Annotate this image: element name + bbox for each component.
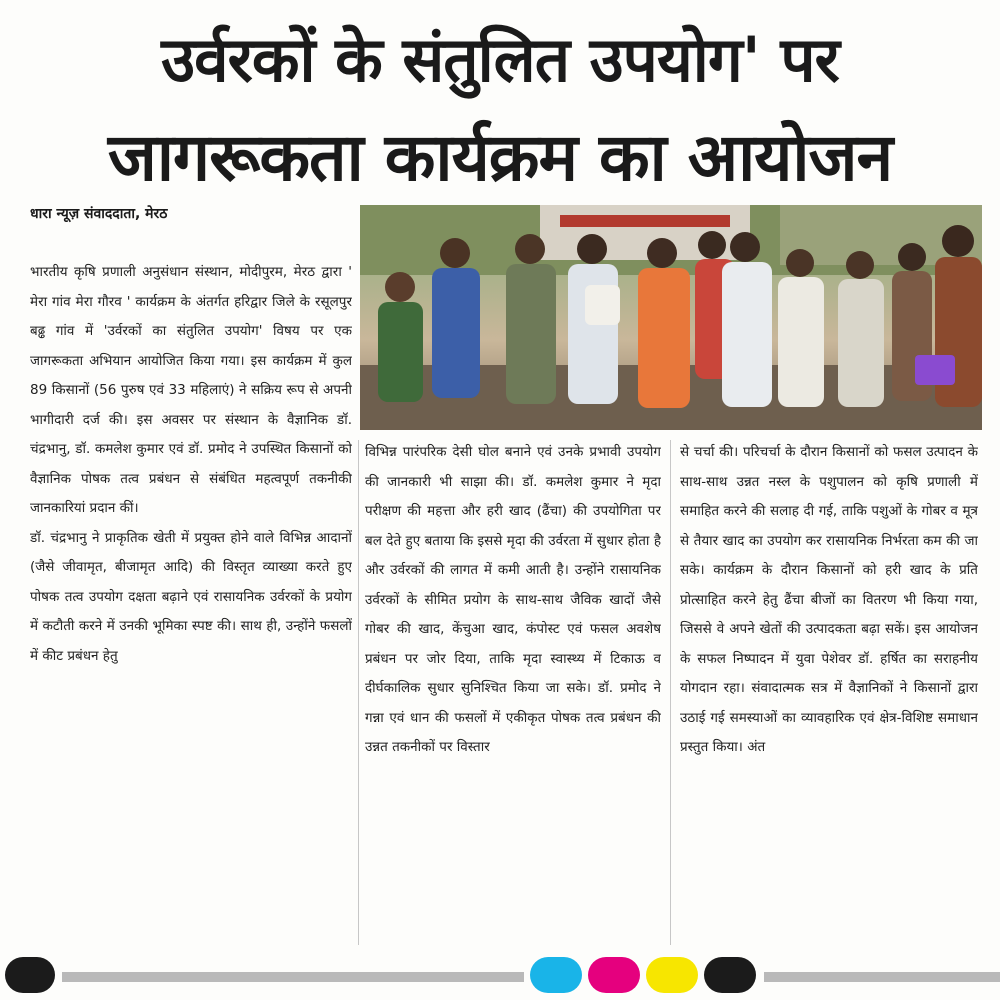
- article-paragraph: डॉ. चंद्रभानु ने प्राकृतिक खेती में प्रयुक्त होने वाले विभिन्न आदानों (जैसे जीवामृत, बीजामृत आदि) की विस्तृत व्याख्या करते हुए पोषक तत्व उपयोग दक्षता बढ़ाने एवं रासायनिक उर्वरकों के प्रयोग में कटौती करने में उनकी भूमिका स्पष्ट की। साथ ही, उन्होंने फसलों में कीट प्रबंधन हेतु: [30, 529, 352, 664]
- column-divider: [670, 440, 671, 945]
- article-paragraph: से चर्चा की। परिचर्चा के दौरान किसानों को फसल उत्पादन के साथ-साथ उन्नत नस्ल के पशुपालन को कृषि प्रणाली में समाहित करने की सलाह दी गई, ताकि पशुओं के गोबर व मूत्र से तैयार खाद का उपयोग कर रासायनिक निर्भरता कम की जा सके। कार्यक्रम के दौरान किसानों को हरी खाद के प्रति प्रोत्साहित करने हेतु ढैंचा बीजों का वितरण भी किया गया, जिससे वे अपने खेतों की उत्पादकता बढ़ा सकें। इस आयोजन के सफल निष्पादन में युवा पेशेवर डॉ. हर्षित का सराहनीय योगदान रहा। संवादात्मक सत्र में वैज्ञानिकों ने किसानों द्वारा उठाई गई समस्याओं का व्यावहारिक एवं क्षेत्र-विशिष्ट समाधान प्रस्तुत किया। अंत: [680, 444, 978, 755]
- article-paragraph: विभिन्न पारंपरिक देसी घोल बनाने एवं उनके प्रभावी उपयोग की जानकारी भी साझा की। डॉ. कमलेश कुमार ने मृदा परीक्षण की महत्ता और हरी खाद (ढैंचा) की उपयोगिता पर बल देते हुए बताया कि इससे मृदा की उर्वरता में सुधार होता है और उर्वरकों की लागत में कमी आती है। उन्होंने रासायनिक उर्वरकों के सीमित प्रयोग के साथ-साथ जैविक खादों जैसे गोबर की खाद, केंचुआ खाद, कंपोस्ट एवं फसल अवशेष प्रबंधन पर जोर दिया, ताकि मृदा स्वास्थ्य में टिकाऊ व दीर्घकालिक सुधार सुनिश्चित किया जा सके। डॉ. प्रमोद ने गन्ना एवं धान की फसलों में एकीकृत पोषक तत्व प्रबंधन की उन्नत तकनीकों पर विस्तार: [365, 444, 661, 755]
- headline-line-1: उर्वरकों के संतुलित उपयोग' पर: [161, 23, 839, 96]
- event-group-photo: [360, 205, 982, 430]
- headline-line-2: जागरूकता कार्यक्रम का आयोजन: [107, 119, 893, 196]
- registration-dot-black: [5, 957, 55, 993]
- article-column-1: [30, 258, 352, 948]
- article-column-2: [365, 438, 661, 948]
- registration-rule: [764, 972, 1000, 982]
- column-divider: [358, 440, 359, 945]
- registration-dot-black-2: [704, 957, 756, 993]
- byline: धारा न्यूज़ संवाददाता, मेरठ: [30, 206, 168, 222]
- article-column-3: [680, 438, 978, 948]
- registration-dot-cyan: [530, 957, 582, 993]
- registration-rule: [62, 972, 524, 982]
- article-paragraph: भारतीय कृषि प्रणाली अनुसंधान संस्थान, मोदीपुरम, मेरठ द्वारा ' मेरा गांव मेरा गौरव ' कार्यक्रम के अंतर्गत हरिद्वार जिले के रसूलपुर बढ्ढ गांव में 'उर्वरकों का संतुलित उपयोग' विषय पर एक जागरूकता अभियान आयोजित किया गया। इस कार्यक्रम में कुल 89 किसानों (56 पुरुष एवं 33 महिलाएं) ने सक्रिय रूप से अपनी भागीदारी दर्ज की। इस अवसर पर संस्थान के वैज्ञानिक डॉ. चंद्रभानु, डॉ. कमलेश कुमार एवं डॉ. प्रमोद ने उपस्थित किसानों को वैज्ञानिक पोषक तत्व प्रबंधन से संबंधित महत्वपूर्ण तकनीकी जानकारियां प्रदान कीं।: [30, 264, 352, 516]
- registration-dot-magenta: [588, 957, 640, 993]
- registration-dot-yellow: [646, 957, 698, 993]
- group-photo-icon: [360, 205, 982, 430]
